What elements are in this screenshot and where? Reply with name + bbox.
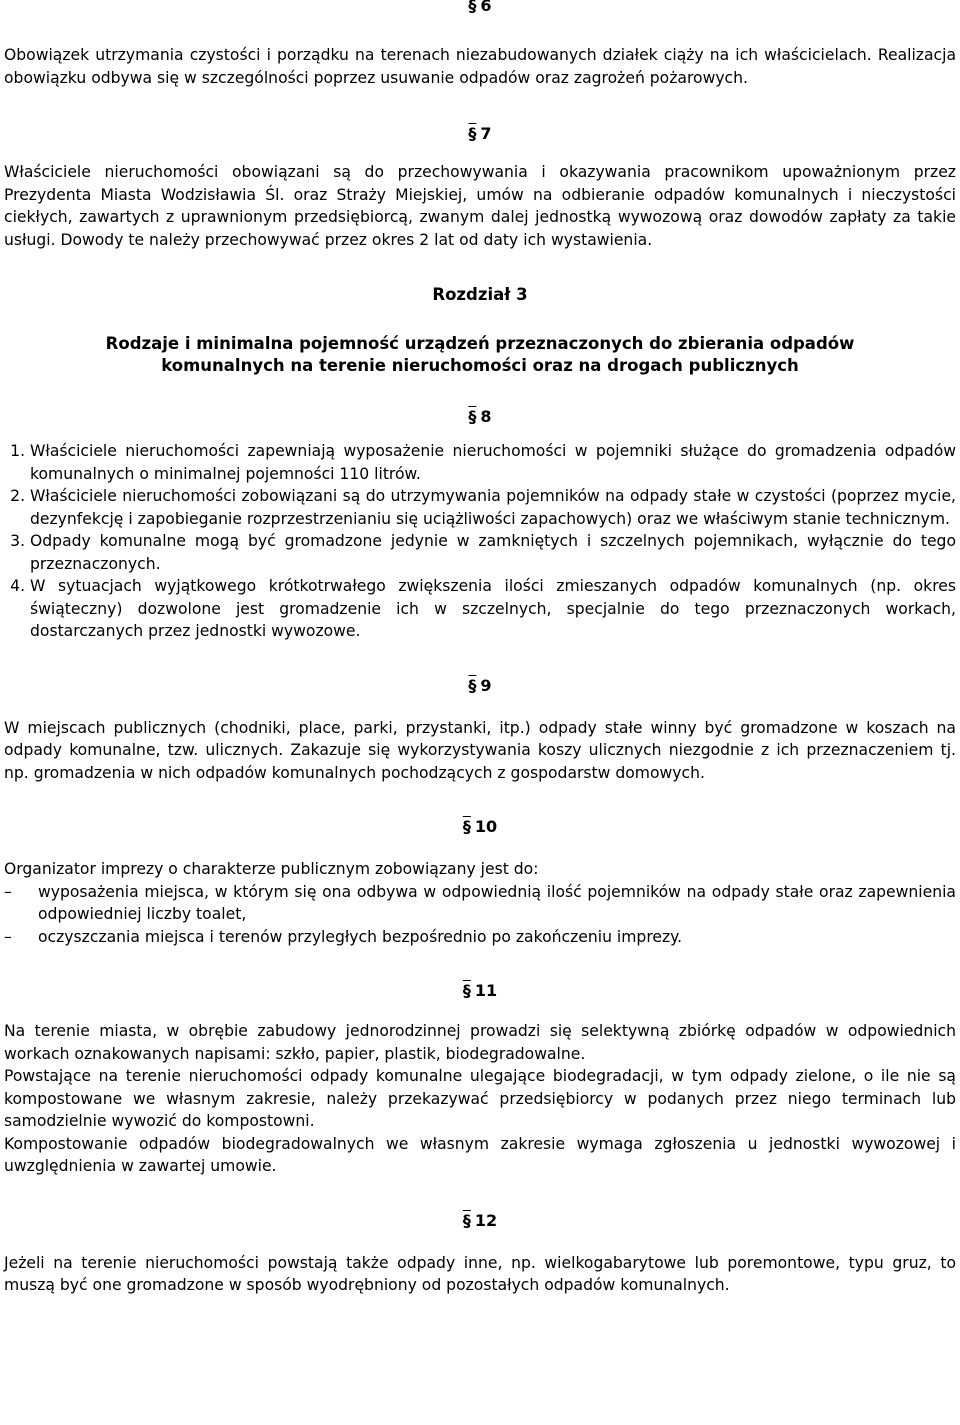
section-9-heading: [4, 673, 956, 699]
document-page: [4, 0, 956, 1297]
list-item: 4. W sytuacjach wyjątkowego krótkotrwałego zwiększenia ilości zmieszanych odpadów komunalnych (np. okres świąteczny) dozwolone jest gromadzenie ich w szczelnych, specjalnie do tego przeznaczonych workach, dostarczanych przez jednostki wywozowe.: [30, 575, 956, 643]
section-6-text: Obowiązek utrzymania czystości i porządku na terenach niezabudowanych działek ciąży na ich właścicielach. Realizacja obowiązku odbywa się w szczególności poprzez usuwanie odpadów oraz zagrożeń pożarowych.: [4, 46, 956, 87]
section-11-paragraph-3: Kompostowanie odpadów biodegradowalnych we własnym zakresie wymaga zgłoszenia u jednostki wywozowej i uwzględnienia w zawartej umowie.: [4, 1134, 956, 1175]
section-number: 11: [474, 981, 498, 1000]
section-10-intro: Organizator imprezy o charakterze publicznym zobowiązany jest do:: [4, 860, 539, 878]
section-symbol: §: [468, 124, 477, 143]
list-item: – oczyszczania miejsca i terenów przyległych bezpośrednio po zakończeniu imprezy.: [4, 926, 956, 949]
list-item: 3. Odpady komunalne mogą być gromadzone jedynie w zamkniętych i szczelnych pojemnikach, wyłącznie do tego przeznaczonych.: [30, 530, 956, 575]
section-7-heading: [4, 121, 956, 147]
chapter-title: Rozdział 3: [432, 285, 528, 304]
section-11-paragraph-1: Na terenie miasta, w obrębie zabudowy jednorodzinnej prowadzi się selektywną zbiórkę odpadów w odpowiednich workach oznakowanych napisami: szkło, papier, plastik, biodegradowalne.: [4, 1022, 956, 1063]
section-11-heading: [4, 978, 956, 1004]
section-symbol: §: [468, 675, 477, 695]
chapter-subtitle-line2: komunalnych na terenie nieruchomości oraz na drogach publicznych: [161, 356, 799, 375]
section-number: 8: [480, 407, 492, 426]
chapter-subtitle-line1: Rodzaje i minimalna pojemność urządzeń przeznaczonych do zbierania odpadów: [105, 334, 855, 353]
section-symbol: §: [468, 0, 477, 15]
section-12-text: Jeżeli na terenie nieruchomości powstają także odpady inne, np. wielkogabarytowe lub poremontowe, typu gruz, to muszą być one gromadzone w sposób wyodrębniony od pozostałych odpadów komunalnych.: [4, 1253, 956, 1294]
section-12-heading: [4, 1208, 956, 1234]
section-7-text: Właściciele nieruchomości obowiązani są do przechowywania i okazywania pracownikom upoważnionym przez Prezydenta Miasta Wodzisławia Śl. oraz Straży Miejskiej, umów na odbieranie odpadów komunalnych i nieczystości ciekłych, zawartych z uprawnionym przedsiębiorcą, zwanym dalej jednostką wywozową oraz dowodów zapłaty za takie usługi. Dowody te należy przechowywać przez okres 2 lat od daty ich wystawienia.: [4, 163, 956, 249]
list-item: 1. Właściciele nieruchomości zapewniają wyposażenie nieruchomości w pojemniki służące do gromadzenia odpadów komunalnych o minimalnej pojemności 110 litrów.: [30, 440, 956, 485]
section-8-list: [4, 440, 956, 643]
section-10-heading: [4, 814, 956, 840]
section-number: 9: [480, 675, 492, 695]
section-number: 12: [474, 1210, 498, 1230]
section-symbol: §: [462, 981, 471, 1000]
section-6-heading: [4, 0, 956, 19]
list-item: 2. Właściciele nieruchomości zobowiązani są do utrzymywania pojemników na odpady stałe w czystości (poprzez mycie, dezynfekcję i zapobieganie rozprzestrzenianiu się uciążliwości zapachowych) oraz we właściwym stanie technicznym.: [30, 485, 956, 530]
section-number: 7: [480, 124, 492, 143]
section-number: 6: [480, 0, 492, 15]
section-8-heading: [4, 404, 956, 430]
section-10-list: [4, 881, 956, 949]
section-symbol: §: [462, 817, 471, 836]
section-9-text: W miejscach publicznych (chodniki, place, parki, przystanki, itp.) odpady stałe winny być gromadzone w koszach na odpady komunalne, tzw. ulicznych. Zakazuje się wykorzystywania koszy ulicznych niezgodnie z ich przeznaczeniem tj. np. gromadzenia w nich odpadów komunalnych pochodzących z gospodarstw domowych.: [4, 718, 956, 782]
list-item: – wyposażenia miejsca, w którym się ona odbywa w odpowiednią ilość pojemników na odpady stałe oraz zapewnienia odpowiedniej liczby toalet,: [4, 881, 956, 926]
section-number: 10: [474, 817, 498, 836]
section-symbol: §: [468, 407, 477, 426]
section-symbol: §: [462, 1210, 471, 1230]
section-11-paragraph-2: Powstające na terenie nieruchomości odpady komunalne ulegające biodegradacji, w tym odpady zielone, o ile nie są kompostowane we własnym zakresie, należy przekazywać przedsiębiorcy w podanych przez niego terminach lub samodzielnie wywozić do kompostowni.: [4, 1067, 956, 1130]
